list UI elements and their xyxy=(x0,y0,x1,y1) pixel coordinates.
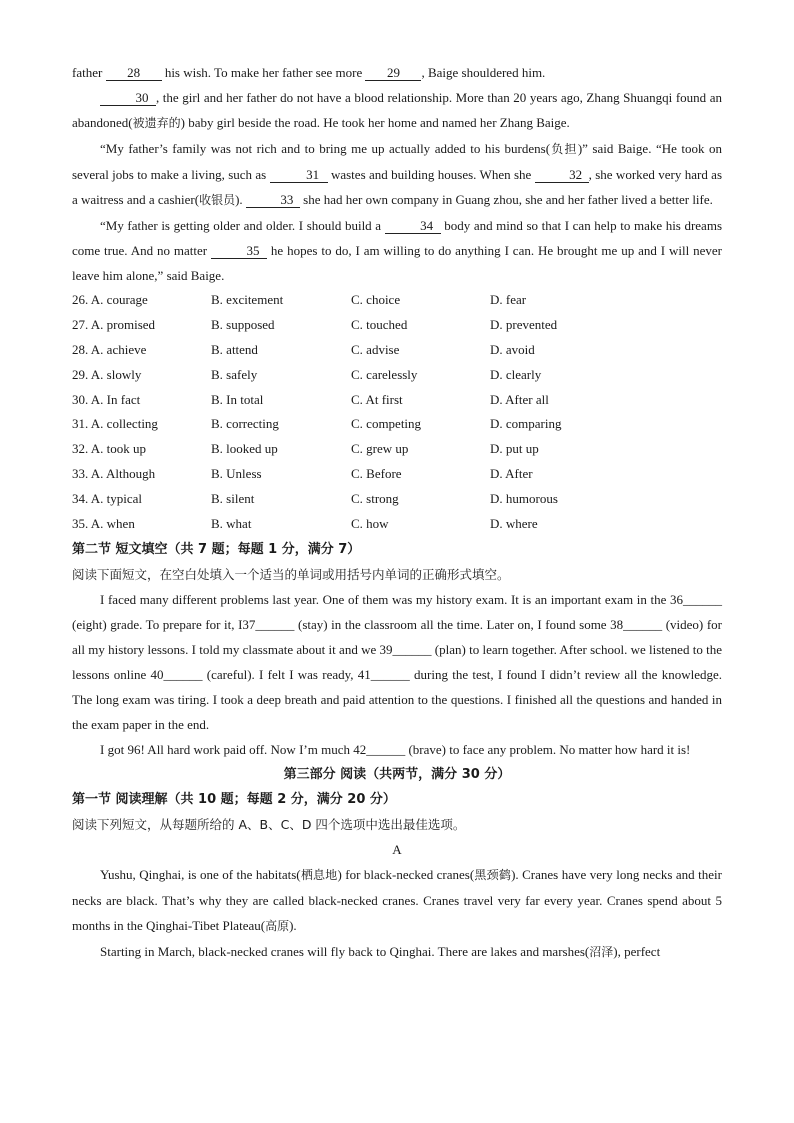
options-list xyxy=(72,288,722,537)
option-b: B. correcting xyxy=(211,416,279,432)
option-b: B. Unless xyxy=(211,466,262,482)
chinese-gloss: 高原 xyxy=(265,918,290,933)
text: , Baige shouldered him. xyxy=(421,65,546,80)
option-d: D. humorous xyxy=(490,491,558,507)
text: “My father is getting older and older. I should build a xyxy=(100,218,385,233)
option-c: C. touched xyxy=(351,316,408,332)
option-row-30 xyxy=(72,388,722,413)
passage-label: A xyxy=(392,841,402,857)
option-row-34 xyxy=(72,487,722,512)
option-b: B. In total xyxy=(211,391,264,407)
option-b: B. excitement xyxy=(211,292,284,307)
chinese-gloss: 沼泽 xyxy=(589,944,614,959)
option-b: B. what xyxy=(211,516,252,532)
option-row-33 xyxy=(72,462,722,487)
option-d: D. comparing xyxy=(490,416,562,432)
option-d: D. After all xyxy=(490,391,549,407)
option-b: B. looked up xyxy=(211,441,278,457)
option-b: B. supposed xyxy=(211,316,275,332)
blank-33: 33 xyxy=(246,193,300,208)
option-d: D. where xyxy=(490,516,538,532)
text: Starting in March, black-necked cranes will fly back to Qinghai. There are lakes and marshes( xyxy=(100,943,590,959)
option-a: 31. A. collecting xyxy=(72,416,158,432)
option-row-28 xyxy=(72,338,722,363)
option-a: 29. A. slowly xyxy=(72,366,142,382)
chinese-gloss: 收银员 xyxy=(199,193,236,207)
text: ). Cranes have very long necks and their necks are black. That’s why they are called black-necked cranes. Cranes travel very far every year. Cranes spend about 5 months in the Qinghai-Tibet Plateau( xyxy=(72,866,722,933)
option-c: C. carelessly xyxy=(351,366,418,382)
option-a: 28. A. achieve xyxy=(72,341,147,357)
text: ). xyxy=(235,192,246,207)
text: he hopes to do, I am willing to do anything I can. He brought me up and I will never leave him alone,” said Baige. xyxy=(72,243,722,283)
text: , the girl and her father do not have a blood relationship. More than 20 years ago, Zhang Shuangqi found an abandoned( xyxy=(72,90,722,130)
option-c: C. grew up xyxy=(351,441,409,457)
option-d: D. prevented xyxy=(490,316,558,332)
text: ) for black-necked cranes( xyxy=(337,866,475,882)
text: ). xyxy=(289,917,297,933)
option-c: C. competing xyxy=(351,416,422,432)
option-a: 32. A. took up xyxy=(72,441,147,457)
blank-30: 30 xyxy=(100,91,156,106)
option-a: 33. A. Although xyxy=(72,466,156,482)
option-d: D. avoid xyxy=(490,341,535,357)
section-2-paragraph-1: I faced many different problems last year. One of them was my history exam. It is an important exam in the 36______ (eight) grade. To prepare for it, I37______ (stay) in the classroom all the time. Later on, I found some 38______ (video) for all my history lessons. I told my classmate about it and we 39______ (plan) to learn together. After school. we listened to the lessons online 40______ (careful). I felt I was ready, 41______ during the test, I found I didn’t review all the knowledge. The long exam was tiring. I took a deep breath and paid attention to the questions. I finished all the questions and handed in the exam paper in the end. xyxy=(72,591,722,732)
chinese-gloss: 栖息地 xyxy=(300,867,338,882)
option-d: D. clearly xyxy=(490,366,542,382)
option-c: C. choice xyxy=(351,292,401,307)
option-d: D. put up xyxy=(490,441,539,457)
option-d: D. fear xyxy=(490,292,527,307)
text: , she worked very hard as a waitress and a cashier( xyxy=(72,167,723,207)
option-row-26 xyxy=(72,288,722,313)
text: father xyxy=(72,65,106,80)
text: )” said Baige. “He took on several jobs to make a living, such as xyxy=(72,141,722,182)
option-row-27 xyxy=(72,313,722,338)
part-3-section-1-heading: 第一节 阅读理解（共 10 题；每题 2 分，满分 20 分） xyxy=(72,791,396,807)
part-3-title: 第三部分 阅读（共两节，满分 30 分） xyxy=(283,766,511,782)
option-b: B. attend xyxy=(211,341,258,357)
option-row-31 xyxy=(72,412,722,437)
option-c: C. strong xyxy=(351,491,399,507)
option-row-29 xyxy=(72,363,722,388)
passage-a-paragraph-1 xyxy=(72,862,722,939)
text: “My father’s family was not rich and to bring me up actually added to his burdens( xyxy=(100,141,551,156)
option-b: B. silent xyxy=(211,491,255,507)
chinese-gloss: 负担 xyxy=(550,142,578,156)
text: ) baby girl beside the road. He took her home and named her Zhang Baige. xyxy=(180,115,570,130)
option-a: 26. A. courage xyxy=(72,292,148,307)
blank-31: 31 xyxy=(270,168,328,183)
option-b: B. safely xyxy=(211,366,258,382)
text: Yushu, Qinghai, is one of the habitats( xyxy=(100,866,301,882)
option-c: C. At first xyxy=(351,391,403,407)
blank-34: 34 xyxy=(385,219,441,234)
text: his wish. To make her father see more xyxy=(161,65,366,80)
text: body and mind so that I can help to make his dreams come true. And no matter xyxy=(72,218,722,258)
option-row-32 xyxy=(72,437,722,462)
cloze-paragraph-4 xyxy=(72,213,722,288)
cloze-paragraph-2 xyxy=(72,85,722,136)
option-d: D. After xyxy=(490,466,533,482)
chinese-gloss: 被遗弃的 xyxy=(132,116,181,130)
cloze-paragraph-3 xyxy=(72,136,722,213)
section-2-heading: 第二节 短文填空（共 7 题；每题 1 分，满分 7） xyxy=(72,541,361,557)
blank-29: 29 xyxy=(365,66,421,81)
section-2-instruction: 阅读下面短文，在空白处填入一个适当的单词或用括号内单词的正确形式填空。 xyxy=(72,566,510,582)
text: she had her own company in Guang zhou, she and her father lived a better life. xyxy=(299,192,713,207)
exam-page xyxy=(72,60,722,965)
passage-a-paragraph-2 xyxy=(72,939,722,965)
section-2-paragraph-2: I got 96! All hard work paid off. Now I’m much 42______ (brave) to face any problem. No matter how hard it is! xyxy=(100,741,691,757)
option-c: C. advise xyxy=(351,341,400,357)
text: ), perfect xyxy=(613,943,661,959)
blank-32: 32 xyxy=(535,168,589,183)
cloze-line-1 xyxy=(72,60,722,85)
option-c: C. Before xyxy=(351,466,402,482)
text: wastes and building houses. When she xyxy=(327,167,535,182)
option-c: C. how xyxy=(351,516,389,532)
option-row-35 xyxy=(72,512,722,537)
option-a: 30. A. In fact xyxy=(72,391,141,407)
blank-35: 35 xyxy=(211,244,267,259)
option-a: 27. A. promised xyxy=(72,316,156,332)
part-3-instruction: 阅读下列短文，从每题所给的 A、B、C、D 四个选项中选出最佳选项。 xyxy=(72,816,466,832)
blank-28: 28 xyxy=(106,66,162,81)
option-a: 35. A. when xyxy=(72,516,135,532)
chinese-gloss: 黑颈鹤 xyxy=(474,867,512,882)
option-a: 34. A. typical xyxy=(72,491,143,507)
